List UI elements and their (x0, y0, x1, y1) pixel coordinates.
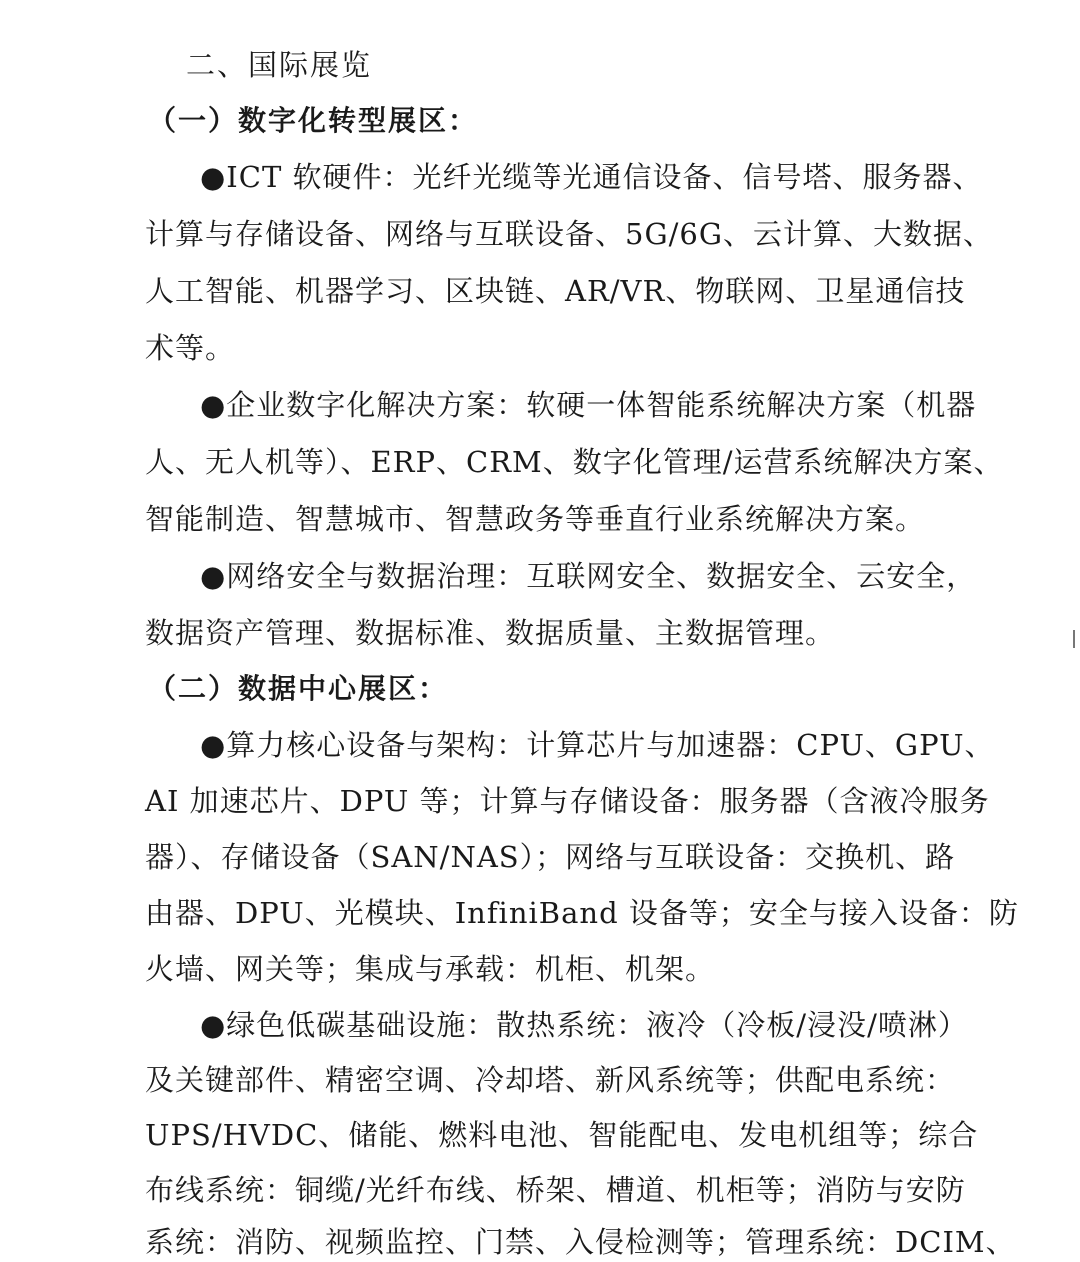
text-line: 由器、DPU、光模块、InfiniBand 设备等；安全与接入设备：防 (145, 896, 1019, 930)
page-edge-mark (1073, 630, 1075, 648)
section-title: 二、国际展览 (186, 48, 373, 82)
text-line: 智能制造、智慧城市、智慧政务等垂直行业系统解决方案。 (145, 502, 926, 536)
text-line: 人工智能、机器学习、区块链、AR/VR、物联网、卫星通信技 (145, 274, 966, 308)
text-line: AI 加速芯片、DPU 等；计算与存储设备：服务器（含液冷服务 (145, 784, 990, 818)
subsection-heading-data-center: （二）数据中心展区： (148, 672, 449, 705)
text-line: 火墙、网关等；集成与承载：机柜、机架。 (145, 952, 716, 986)
text-line: ●算力核心设备与架构：计算芯片与加速器：CPU、GPU、 (200, 728, 995, 762)
text-line: 系统：消防、视频监控、门禁、入侵检测等；管理系统：DCIM、 (145, 1225, 1016, 1259)
text-line: ●绿色低碳基础设施：散热系统：液冷（冷板/浸没/喷淋） (200, 1008, 968, 1042)
text-line: ●ICT 软硬件：光纤光缆等光通信设备、信号塔、服务器、 (200, 160, 983, 194)
text-line: ●网络安全与数据治理：互联网安全、数据安全、云安全， (200, 559, 977, 593)
text-line: 及关键部件、精密空调、冷却塔、新风系统等；供配电系统： (145, 1063, 956, 1097)
text-line: ●企业数字化解决方案：软硬一体智能系统解决方案（机器 (200, 388, 977, 422)
text-line: 布线系统：铜缆/光纤布线、桥架、槽道、机柜等；消防与安防 (145, 1173, 966, 1207)
text-line: 器）、存储设备（SAN/NAS）；网络与互联设备：交换机、路 (145, 840, 956, 874)
text-line: UPS/HVDC、储能、燃料电池、智能配电、发电机组等；综合 (145, 1118, 979, 1152)
text-line: 人、无人机等）、ERP、CRM、数字化管理/运营系统解决方案、 (145, 445, 1004, 479)
subsection-heading-digital-transformation: （一）数字化转型展区： (148, 104, 479, 137)
text-line: 数据资产管理、数据标准、数据质量、主数据管理。 (145, 616, 836, 650)
text-line: 术等。 (145, 331, 236, 365)
text-line: 计算与存储设备、网络与互联设备、5G/6G、云计算、大数据、 (145, 217, 994, 251)
